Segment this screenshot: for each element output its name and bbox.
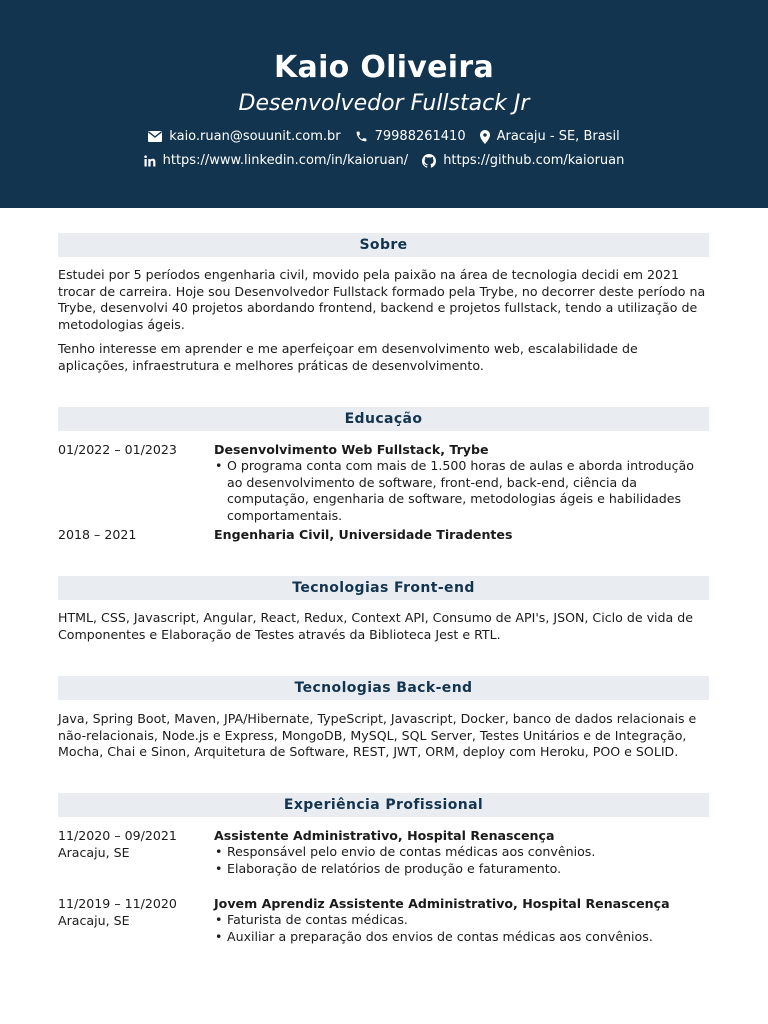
resume-header (0, 0, 768, 208)
education-date: 2018 – 2021 (58, 527, 137, 542)
location-text: Aracaju - SE, Brasil (496, 129, 620, 144)
phone-icon (355, 130, 368, 143)
experience-title: Assistente Administrativo, Hospital Renascença (214, 828, 555, 843)
section-title-sobre: Sobre (58, 233, 709, 257)
section-title-experiencia: Experiência Profissional (58, 793, 709, 817)
experience-bullet: • Elaboração de relatórios de produção e faturamento. (214, 861, 709, 878)
education-title: Desenvolvimento Web Fullstack, Trybe (214, 442, 489, 457)
contact-row-links (0, 153, 768, 168)
frontend-technologies-text: HTML, CSS, Javascript, Angular, React, Redux, Context API, Consumo de API's, JSON, Ciclo de vida de Componentes e Elaboração de Testes através da Biblioteca Jest e RTL. (58, 610, 693, 642)
section-title-backend: Tecnologias Back-end (58, 676, 709, 700)
education-bullet: • O programa conta com mais de 1.500 horas de aulas e aborda introdução ao desenvolvimento de software, front-end, back-end, ciência da computação, engenharia de software, metodologias ágeis e habilidades comportamentais. (214, 458, 709, 524)
experience-bullets (214, 844, 709, 877)
section-title-frontend: Tecnologias Front-end (58, 576, 709, 600)
experience-bullet: • Auxiliar a preparação dos envios de contas médicas aos convênios. (214, 929, 709, 946)
experience-bullets (214, 912, 709, 945)
experience-date: 11/2019 – 11/2020 (58, 896, 177, 911)
experience-location: Aracaju, SE (58, 845, 130, 860)
envelope-icon (148, 131, 162, 142)
education-title: Engenharia Civil, Universidade Tiradentes (214, 527, 513, 542)
contact-linkedin[interactable] (144, 153, 409, 168)
phone-text[interactable]: 79988261410 (374, 129, 466, 144)
section-title-educacao: Educação (58, 407, 709, 431)
map-pin-icon (480, 130, 490, 144)
candidate-name: Kaio Oliveira (273, 50, 495, 85)
experience-bullet: • Faturista de contas médicas. (214, 912, 709, 929)
experience-title: Jovem Aprendiz Assistente Administrativo, Hospital Renascença (214, 896, 670, 911)
contact-github[interactable] (422, 153, 624, 168)
contact-phone[interactable] (355, 129, 466, 144)
email-text[interactable]: kaio.ruan@souunit.com.br (169, 129, 341, 144)
contact-row-primary (0, 129, 768, 144)
about-paragraph-1: Estudei por 5 períodos engenharia civil, movido pela paixão na área de tecnologia decidi em 2021 trocar de carreira. Hoje sou Desenvolvedor Fullstack formado pela Trybe, no decorrer deste período na Trybe, desenvolvi 40 projetos abordando frontend, backend e projetos fullstack, tendo a utilização de metodologias ágeis. (58, 267, 706, 332)
experience-date: 11/2020 – 09/2021 (58, 828, 177, 843)
experience-bullet: • Responsável pelo envio de contas médicas aos convênios. (214, 844, 709, 861)
about-paragraph-2: Tenho interesse em aprender e me aperfeiçoar em desenvolvimento web, escalabilidade de aplicações, infraestrutura e melhores práticas de desenvolvimento. (58, 341, 638, 373)
linkedin-icon (144, 155, 156, 167)
github-icon (422, 154, 436, 168)
github-link[interactable]: https://github.com/kaioruan (443, 153, 625, 168)
contact-location (480, 129, 620, 144)
linkedin-link[interactable]: https://www.linkedin.com/in/kaioruan/ (162, 153, 409, 168)
education-date: 01/2022 – 01/2023 (58, 442, 177, 457)
education-bullets (214, 458, 709, 524)
backend-technologies-text: Java, Spring Boot, Maven, JPA/Hibernate, TypeScript, Javascript, Docker, banco de dados relacionais e não-relacionais, Node.js e Express, MongoDB, MySQL, SQL Server, Testes Unitários e de Integração, Mocha, Chai e Sinon, Arquitetura de Software, REST, JWT, ORM, deploy com Heroku, POO e SOLID. (58, 711, 697, 759)
candidate-role: Desenvolvedor Fullstack Jr (238, 91, 530, 116)
contact-email[interactable] (148, 129, 340, 144)
experience-location: Aracaju, SE (58, 913, 130, 928)
